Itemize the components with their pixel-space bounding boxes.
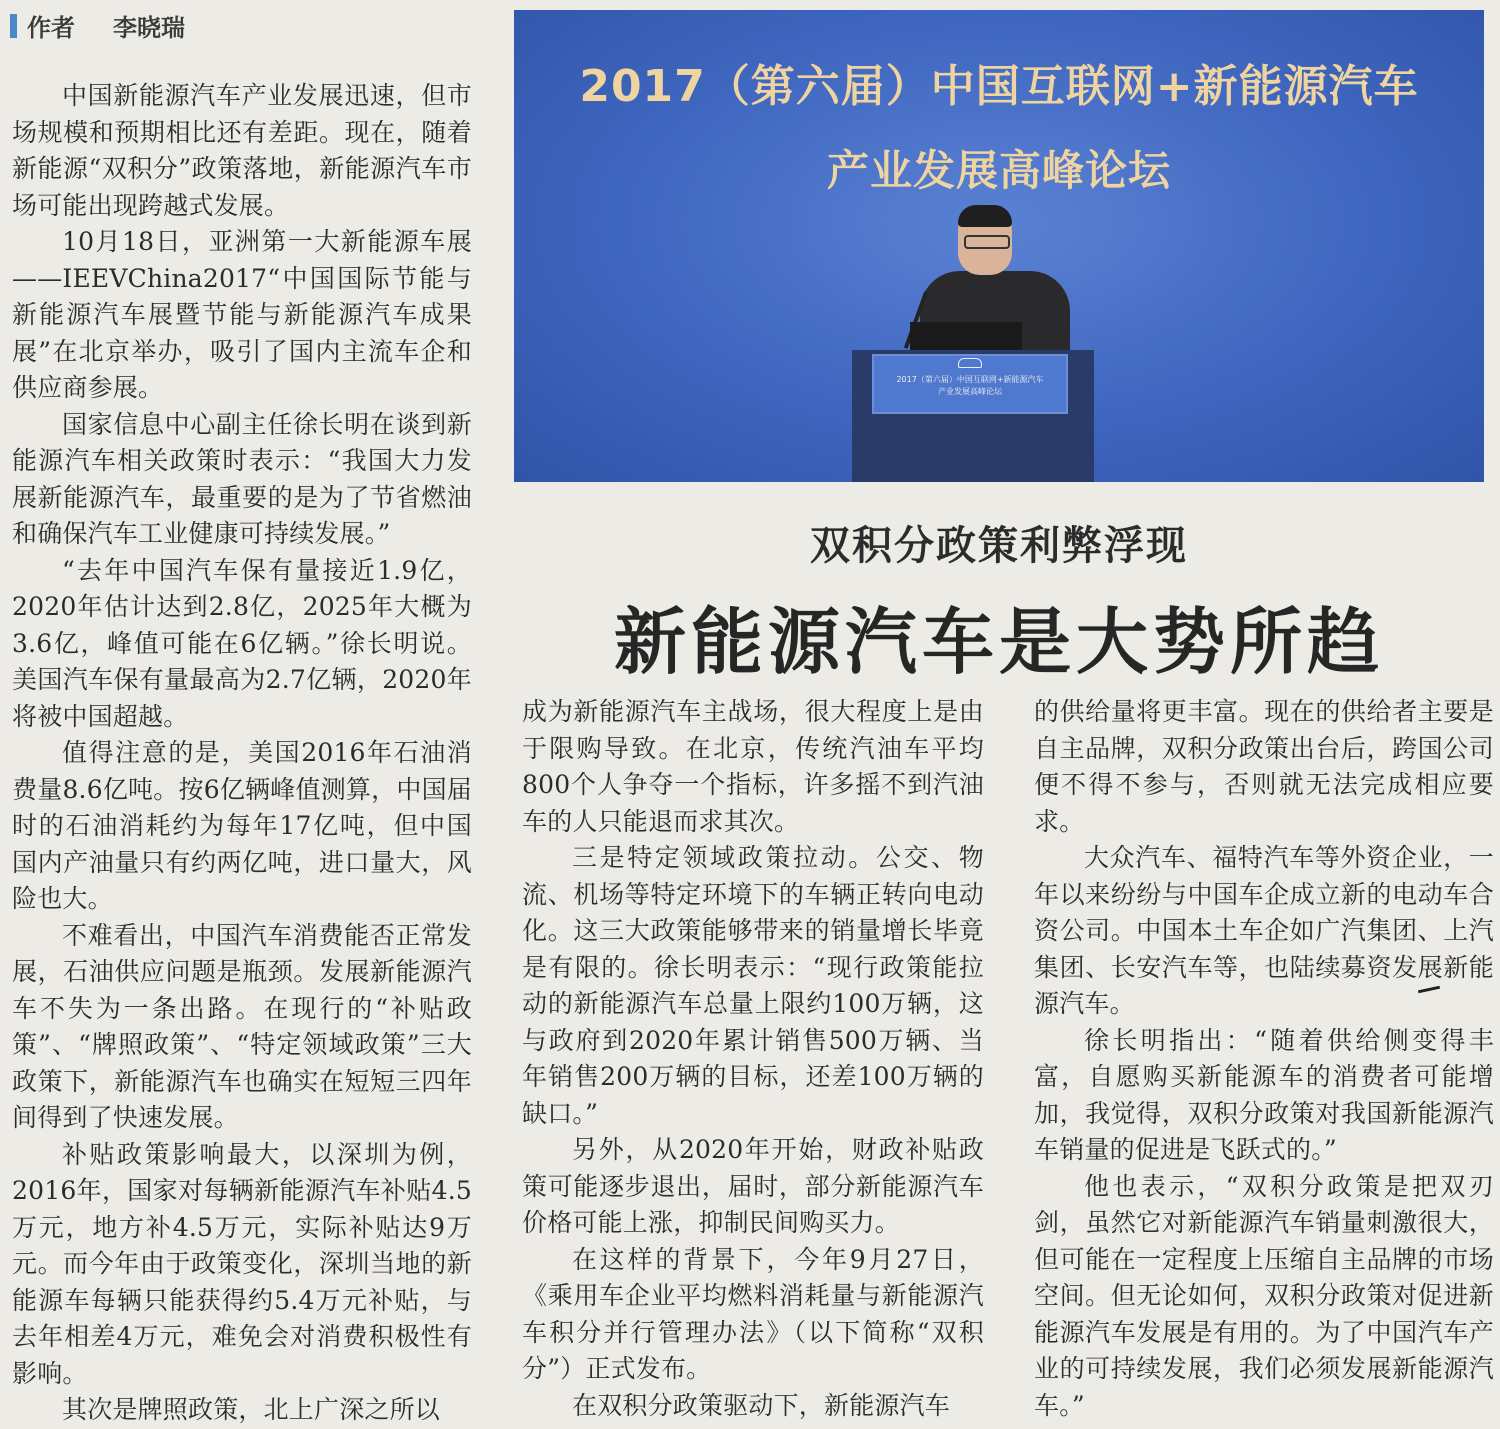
- paragraph: 不难看出，中国汽车消费能否正常发展，石油供应问题是瓶颈。发展新能源汽车不失为一条出路。在现行的“补贴政策”、“牌照政策”、“特定领域政策”三大政策下，新能源汽车也确实在短短三四年间得到了快速发展。: [12, 920, 472, 1132]
- paragraph: 国家信息中心副主任徐长明在谈到新能源汽车相关政策时表示：“我国大力发展新能源汽车，最重要的是为了节省燃油和确保汽车工业健康可持续发展。”: [12, 409, 472, 548]
- photo-banner-line2: 产业发展高峰论坛: [826, 146, 1171, 195]
- paragraph: 10月18日，亚洲第一大新能源车展——IEEVChina2017“中国国际节能与新能源汽车展暨节能与新能源汽车成果展”在北京举办，吸引了国内主流车企和供应商参展。: [12, 227, 472, 402]
- paragraph: 他也表示，“双积分政策是把双刃剑，虽然它对新能源汽车销量刺激很大，但可能在一定程度上压缩自主品牌的市场空间。但无论如何，双积分政策对促进新能源汽车发展是有用的。为了中国汽车产业的可持续发展，我们必须发展新能源汽车。”: [1034, 1171, 1494, 1420]
- photo-banner-line1: 2017（第六届）中国互联网+新能源汽车: [579, 61, 1419, 112]
- article-headline: 新能源汽车是大势所趋: [613, 599, 1384, 684]
- paragraph: 三是特定领域政策拉动。公交、物流、机场等特定环境下的车辆正转向电动化。这三大政策能够带来的销量增长毕竟是有限的。徐长明表示：“现行政策能拉动的新能源汽车总量上限约100万辆，这与政府到2020年累计销售500万辆、当年销售200万辆的目标，还差100万辆的缺口。”: [522, 843, 984, 1128]
- paragraph: 成为新能源汽车主战场，很大程度上是由于限购导致。在北京，传统汽油车平均800个人争夺一个指标，许多摇不到汽油车的人只能退而求其次。: [522, 697, 984, 836]
- paragraph: 补贴政策影响最大，以深圳为例，2016年，国家对每辆新能源汽车补贴4.5万元，地方补4.5万元，实际补贴达9万元。而今年由于政策变化，深圳当地的新能源车每辆只能获得约5.4万元补贴，与去年相差4万元，难免会对消费积极性有影响。: [12, 1139, 472, 1388]
- paragraph: 在这样的背景下，今年9月27日，《乘用车企业平均燃料消耗量与新能源汽车积分并行管理办法》（以下简称“双积分”）正式发布。: [522, 1244, 984, 1383]
- paragraph: 其次是牌照政策，北上广深之所以: [62, 1395, 441, 1424]
- paragraph: 值得注意的是，美国2016年石油消费量8.6亿吨。按6亿辆峰值测算，中国届时的石油消耗约为每年17亿吨，但中国国内产油量只有约两亿吨，进口量大，风险也大。: [12, 738, 472, 913]
- left-column-text: [12, 78, 472, 1429]
- paragraph: 大众汽车、福特汽车等外资企业，一年以来纷纷与中国车企成立新的电动车合资公司。中国本土车企如广汽集团、上汽集团、长安汽车等，也陆续募资发展新能源汽车。: [1034, 843, 1494, 1018]
- paragraph: 中国新能源汽车产业发展迅速，但市场规模和预期相比还有差距。现在，随着新能源“双积分”政策落地，新能源汽车市场可能出现跨越式发展。: [12, 81, 472, 220]
- byline-label: 作者: [27, 14, 75, 42]
- podium-sign-line2: 产业发展高峰论坛: [938, 387, 1002, 396]
- paragraph: “去年中国汽车保有量接近1.9亿，2020年估计达到2.8亿，2025年大概为3.6亿，峰值可能在6亿辆。”徐长明说。美国汽车保有量最高为2.7亿辆，2020年将被中国超越。: [12, 555, 472, 731]
- column-middle: [522, 0, 984, 1422]
- middle-column-text: [522, 694, 984, 1424]
- right-column-text: [1034, 694, 1494, 1424]
- paragraph: 在双积分政策驱动下，新能源汽车: [572, 1390, 951, 1420]
- column-right: [1034, 0, 1494, 1422]
- paragraph: 另外，从2020年开始，财政补贴政策可能逐步退出，届时，部分新能源汽车价格可能上涨，抑制民间购买力。: [522, 1135, 984, 1237]
- podium-sign-line1: 2017（第六届）中国互联网+新能源汽车: [896, 375, 1044, 384]
- article-kicker: 双积分政策利弊浮现: [810, 522, 1188, 569]
- byline-author: 李晓瑞: [113, 14, 185, 42]
- column-left: [12, 0, 472, 1422]
- paragraph: 的供给量将更丰富。现在的供给者主要是自主品牌，双积分政策出台后，跨国公司便不得不参与，否则就无法完成相应要求。: [1034, 697, 1494, 836]
- paragraph: 徐长明指出：“随着供给侧变得丰富，自愿购买新能源车的消费者可能增加，我觉得，双积分政策对我国新能源汽车销量的促进是飞跃式的。”: [1034, 1025, 1494, 1164]
